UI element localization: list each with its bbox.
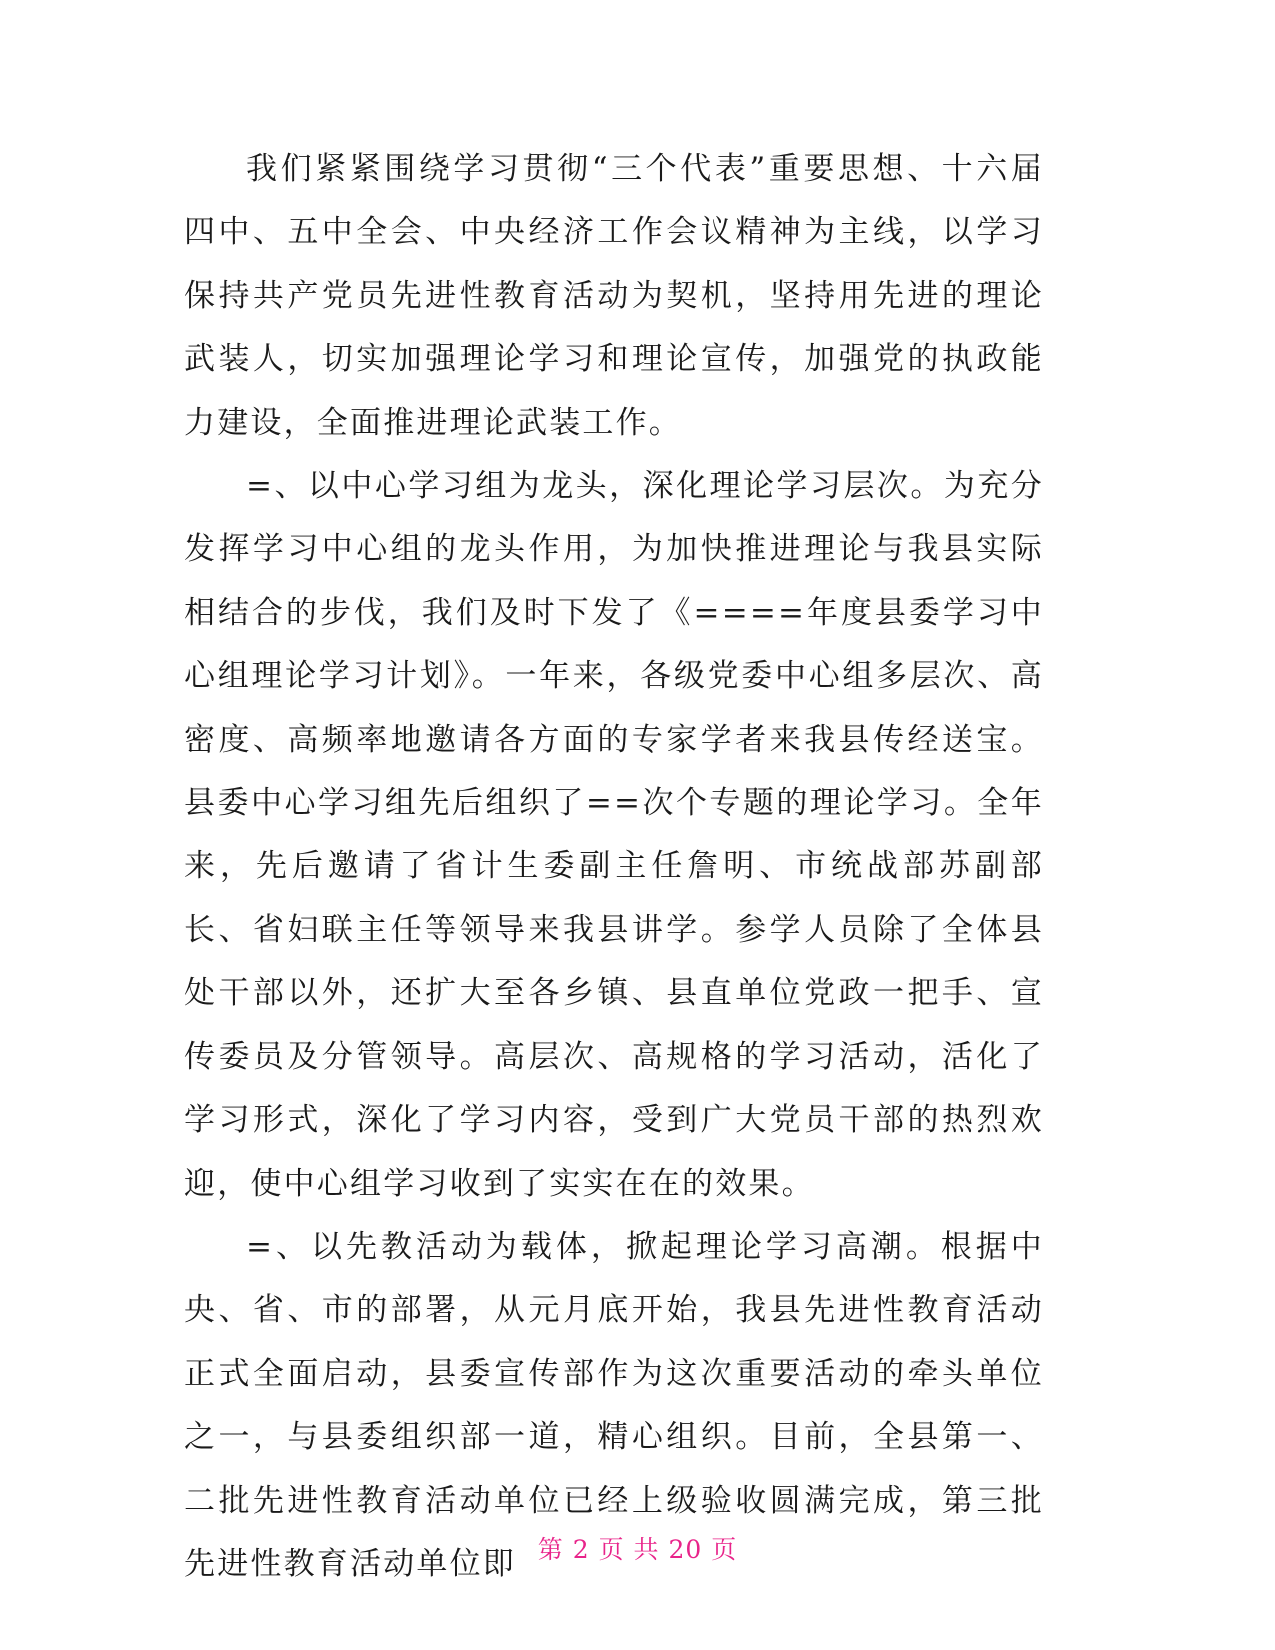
footer-prefix: 第 (537, 1535, 564, 1564)
page-footer (0, 1530, 1275, 1566)
footer-current-page: 2 (572, 1535, 590, 1564)
paragraph: =、以中心学习组为龙头，深化理论学习层次。为充分发挥学习中心组的龙头作用，为加快推进理论与我县实际相结合的步伐，我们及时下发了《====年度县委学习中心组理论学习计划》。一年来，各级党委中心组多层次、高密度、高频率地邀请各方面的专家学者来我县传经送宝。县委中心学习组先后组织了==次个专题的理论学习。全年来，先后邀请了省计生委副主任詹明、市统战部苏副部长、省妇联主任等领导来我县讲学。参学人员除了全体县处干部以外，还扩大至各乡镇、县直单位党政一把手、宣传委员及分管领导。高层次、高规格的学习活动，活化了学习形式，深化了学习内容，受到广大党员干部的热烈欢迎，使中心组学习收到了实实在在的效果。 (184, 468, 1044, 1202)
paragraph: =、以先教活动为载体，掀起理论学习高潮。根据中央、省、市的部署，从元月底开始，我县先进性教育活动正式全面启动，县委宣传部作为这次重要活动的牵头单位之一，与县委组织部一道，精心组织。目前，全县第一、二批先进性教育活动单位已经上级验收圆满完成，第三批先进性教育活动单位即 (184, 1228, 1044, 1582)
footer-mid: 页 共 (598, 1535, 660, 1564)
footer-suffix: 页 (711, 1535, 738, 1564)
document-body (184, 138, 1044, 1596)
paragraph: 我们紧紧围绕学习贯彻“三个代表”重要思想、十六届四中、五中全会、中央经济工作会议精神为主线，以学习保持共产党员先进性教育活动为契机，坚持用先进的理论武装人，切实加强理论学习和理论宣传，加强党的执政能力建设，全面推进理论武装工作。 (184, 151, 1044, 441)
footer-total-pages: 20 (668, 1535, 703, 1564)
